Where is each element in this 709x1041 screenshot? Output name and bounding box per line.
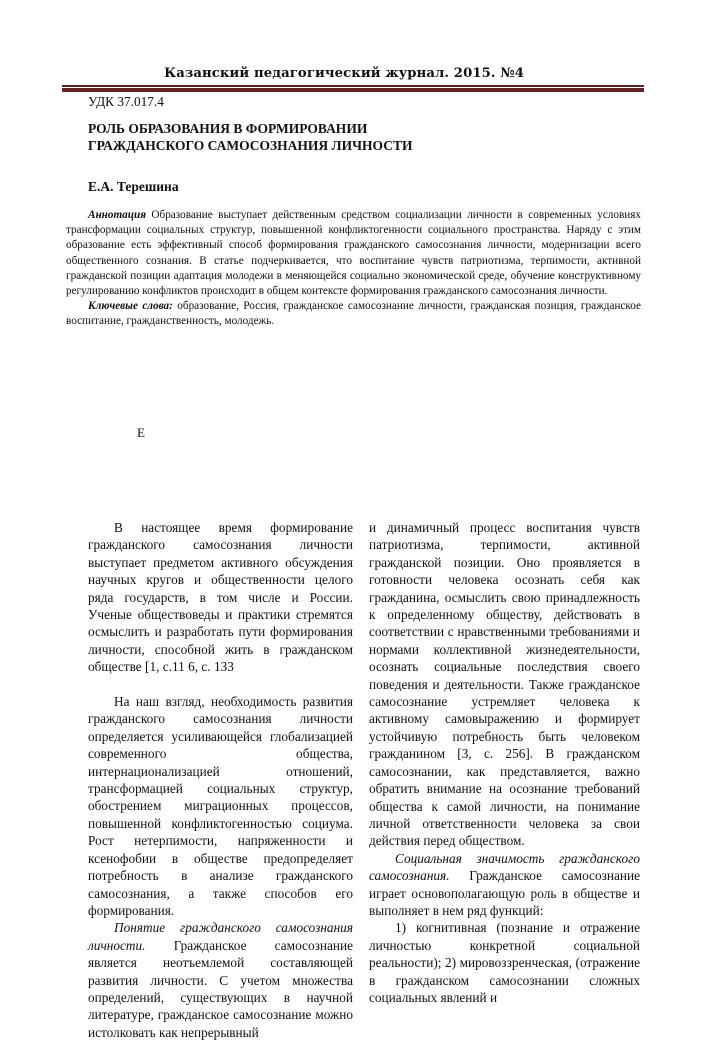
body-paragraph-text: Гражданское самосознание играет основополагающую роль в обществе и выполняет в нем ряд функций: xyxy=(369,868,640,918)
header-rule-thick xyxy=(62,88,644,92)
body-paragraph xyxy=(369,850,640,920)
abstract-label: Аннотация xyxy=(88,209,146,221)
abstract-block xyxy=(66,208,641,330)
author-name: Е.А. Терешина xyxy=(88,179,179,194)
article-title xyxy=(88,120,412,154)
keywords-paragraph xyxy=(66,299,641,329)
header-rule-thin xyxy=(62,85,644,87)
keywords-text: образование, Россия, гражданское самосознание личности, гражданская позиция, гражданское воспитание, гражданственность, молодежь. xyxy=(66,300,641,328)
abstract-text: Образование выступает действенным средством социализации личности в современных условиях трансформации социальных структур, повышенной конфликтогенности социального пространства. Наряду с этим образование есть эффективный способ формирования гражданского самосознания личности, модернизации всего общественного сознания. В статье подчеркивается, что воспитание чувств патриотизма, терпимости, активной гражданской позиции адаптация молодежи в меняющейся социально экономической среде, обучение конструктивному регулированию конфликтов происходит в общем контексте формирования гражданского самосознания личности. xyxy=(66,209,641,298)
udk-code: УДК 37.017.4 xyxy=(88,94,164,109)
body-column-left xyxy=(88,519,353,1041)
body-paragraph xyxy=(88,919,353,1041)
article-title-line-2: ГРАЖДАНСКОГО САМОСОЗНАНИЯ ЛИЧНОСТИ xyxy=(88,138,413,153)
body-paragraph: На наш взгляд, необходимость развития гражданского самосознания личности определяется усиливающейся глобализацией современного общества, интернационализацией отношений, трансформацией социальных структур, обострением миграционных процессов, повышенной конфликтогенностью социума. Рост нетерпимости, напряженности и ксенофобии в обществе предопределяет потребность в анализе гражданского самосознания, а также способов его формирования. xyxy=(88,694,353,918)
journal-title: Казанский педагогический журнал. 2015. №4 xyxy=(164,66,524,81)
keywords-label: Ключевые слова: xyxy=(88,300,173,313)
section-heading-italic: Понятие гражданского самосознания личности. xyxy=(88,920,353,953)
body-paragraph-text: Гражданское самосознание является неотъемлемой составляющей развития личности. С учетом множества определений, существующих в научной литературе, гражданское самосознание можно истолковать как непрерывный xyxy=(88,937,353,1040)
abstract-paragraph xyxy=(66,208,641,299)
section-heading-italic: Социальная значимость гражданского самосознания. xyxy=(369,850,640,884)
body-column-right xyxy=(369,519,640,1006)
body-paragraph: 1) когнитивная (познание и отражение личностью конкретной социальной реальности); 2) мировоззренческая, (отражение в гражданском самосознании сложных социальных явлений и xyxy=(369,920,640,1005)
stray-letter: E xyxy=(137,425,145,440)
body-paragraph: и динамичный процесс воспитания чувств патриотизма, терпимости, активной гражданской позиции. Оно проявляется в готовности человека осознать себя как гражданина, осмыслить свою принадлежность к определенному обществу, действовать в соответствии с нравственными требованиями и нормами коллективной жизнедеятельности, осознать социальные последствия своего поведения и деятельности. Также гражданское самосознание устремляет человека к активному самовыражению и формирует устойчивую потребность быть человеком гражданином [3, с. 256]. В гражданском самосознании, как представляется, важно обратить внимание на осознание требований общества к самой личности, на понимание личной ответственности человека за свои действия перед обществом. xyxy=(369,520,640,849)
running-header xyxy=(62,66,644,82)
body-paragraph: В настоящее время формирование гражданского самосознания личности выступает предметом активного обсуждения научных кругов и общественности целого ряда государств, в том числе и России. Ученые обществоведы и практики стремятся осмыслить и разработать пути формирования личности, способной жить в гражданском обществе [1, с.11 6, с. 133 xyxy=(88,520,353,675)
article-title-line-1: РОЛЬ ОБРАЗОВАНИЯ В ФОРМИРОВАНИИ xyxy=(88,121,368,136)
